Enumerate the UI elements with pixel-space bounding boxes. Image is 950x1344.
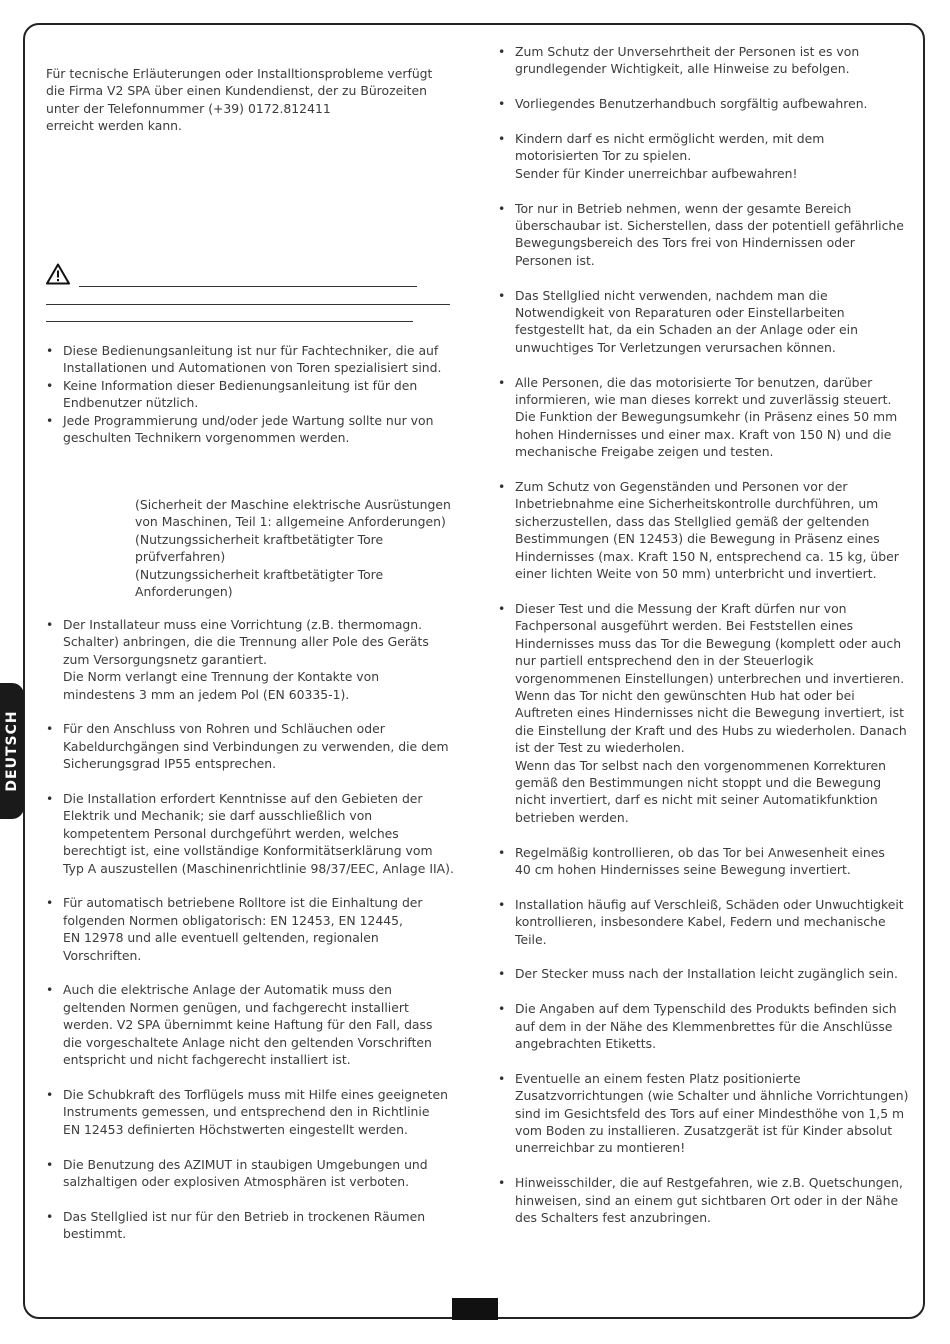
safety-notes-list <box>498 43 910 1226</box>
language-tab-label: DEUTSCH <box>4 710 20 792</box>
list-item: • Das Stellglied ist nur für den Betrieb in trockenen Räumen bestimmt. <box>46 1208 456 1243</box>
page-number-box <box>452 1298 498 1320</box>
list-item: • Die Installation erfordert Kenntnisse auf den Gebieten der Elektrik und Mechanik; sie darf ausschließlich von kompetentem Personal durchgeführt werden, welches berechtigt ist, eine vollständige Konformitätserklärung vom Typ A auszustellen (Maschinenrichtlinie 98/37/EEC, Anlage IIA). <box>46 790 456 877</box>
list-item: • Hinweisschilder, die auf Restgefahren, wie z.B. Quetschungen, hinweisen, sind an einem gut sichtbaren Ort oder in der Nähe des Schalters fest anzubringen. <box>498 1174 910 1226</box>
list-item: • Diese Bedienungsanleitung ist nur für Fachtechniker, die auf Installationen und Automationen von Toren spezialisiert sind. <box>46 342 456 377</box>
list-item: • Für den Anschluss von Rohren und Schläuchen oder Kabeldurchgängen sind Verbindungen zu verwenden, die dem Sicherungsgrad IP55 entsprechen. <box>46 720 456 772</box>
list-item: • Vorliegendes Benutzerhandbuch sorgfältig aufbewahren. <box>498 95 910 112</box>
list-item: • Eventuelle an einem festen Platz positionierte Zusatzvorrichtungen (wie Schalter und ähnliche Vorrichtungen) sind im Gesichtsfeld des Tors auf einer Mindesthöhe von 1,5 m vom Boden zu installieren. Zusatzgerät ist für Kinder absolut unerreichbar zu montieren! <box>498 1070 910 1157</box>
list-item: • Keine Information dieser Bedienungsanleitung ist für den Endbenutzer nützlich. <box>46 377 456 412</box>
list-item: • Die Angaben auf dem Typenschild des Produkts befinden sich auf dem in der Nähe des Klemmenbrettes für die Anschlüsse angebrachten Etiketts. <box>498 1000 910 1052</box>
list-item: • Das Stellglied nicht verwenden, nachdem man die Notwendigkeit von Reparaturen oder Einstellarbeiten festgestellt hat, da ein Schaden an der Anlage oder ein unwuchtiges Tor Verletzungen verursachen können. <box>498 287 910 357</box>
support-intro: Für tecnische Erläuterungen oder Installtionsprobleme verfügt die Firma V2 SPA über einen Kundendienst, der zu Bürozeiten unter der Telefonnummer (+39) 0172.812411 erreicht werden kann. <box>46 66 433 134</box>
list-item: • Der Stecker muss nach der Installation leicht zugänglich sein. <box>498 965 910 982</box>
list-item: • Die Benutzung des AZIMUT in staubigen Umgebungen und salzhaltigen oder explosiven Atmosphären ist verboten. <box>46 1156 456 1191</box>
list-item: • Installation häufig auf Verschleiß, Schäden oder Unwuchtigkeit kontrollieren, insbesondere Kabel, Federn und mechanische Teile. <box>498 896 910 948</box>
list-item: • Tor nur in Betrieb nehmen, wenn der gesamte Bereich überschaubar ist. Sicherstellen, dass der potentiell gefährliche Bewegungsbereich des Tors frei von Hindernissen oder Personen ist. <box>498 200 910 270</box>
heading-rule-2 <box>46 304 450 305</box>
technician-notes-list <box>46 342 456 446</box>
list-item: • Die Schubkraft des Torflügels muss mit Hilfe eines geeigneten Instruments gemessen, und entsprechend den in Richtlinie EN 12453 definierten Höchstwerten eingestellt werden. <box>46 1086 456 1138</box>
list-item: • Zum Schutz von Gegenständen und Personen vor der Inbetriebnahme eine Sicherheitskontrolle durchführen, um sicherzustellen, dass das Stellglied gemäß der geltenden Bestimmungen (EN 12453) die Bewegung in Präsenz eines Hindernisses (max. Kraft 150 N, entsprechend ca. 15 kg, über einer lichten Weite von 50 mm) unterbricht und invertiert. <box>498 478 910 582</box>
standards-descriptions: (Sicherheit der Maschine elektrische Ausrüstungen von Maschinen, Teil 1: allgemeine Anforderungen) (Nutzungssicherheit kraftbetätigter Tore prüfverfahren) (Nutzungssicherheit kraftbetätigter Tore Anforderungen) <box>135 497 451 600</box>
list-item: • Alle Personen, die das motorisierte Tor benutzen, darüber informieren, wie man dieses korrekt und zuverlässig steuert. Die Funktion der Bewegungsumkehr (in Präsenz eines 50 mm hohen Hindernisses und einer max. Kraft von 150 N) und die mechanische Freigabe zeigen und testen. <box>498 374 910 461</box>
list-item: • Dieser Test und die Messung der Kraft dürfen nur von Fachpersonal ausgeführt werden. Bei Feststellen eines Hindernisses muss das Tor die Bewegung (komplett oder auch nur partiell entsprechend den in der Steuerlogik vorgenommenen Einstellungen) unterbrechen und invertieren. Wenn das Tor nicht den gewünschten Hub hat oder bei Auftreten eines Hindernisses nicht die Bewegung invertiert, ist die Einstellung der Kraft und des Hubs zu wiederholen. Danach ist der Test zu wiederholen. Wenn das Tor selbst nach den vorgenommenen Korrekturen gemäß den Bestimmungen nicht stoppt und die Bewegung nicht invertiert, darf es nicht mit seiner Automatikfunktion betrieben werden. <box>498 600 910 826</box>
list-item: • Zum Schutz der Unversehrtheit der Personen ist es von grundlegender Wichtigkeit, alle Hinweise zu befolgen. <box>498 43 910 78</box>
heading-rule-3 <box>46 321 413 322</box>
right-column <box>498 43 910 1244</box>
list-item: • Der Installateur muss eine Vorrichtung (z.B. thermomagn. Schalter) anbringen, die die Trennung aller Pole des Geräts zum Versorgungsnetz garantiert. Die Norm verlangt eine Trennung der Kontakte von mindestens 3 mm an jedem Pol (EN 60335-1). <box>46 616 456 703</box>
left-column <box>46 65 456 1242</box>
list-item: • Regelmäßig kontrollieren, ob das Tor bei Anwesenheit eines 40 cm hohen Hindernisses seine Bewegung invertiert. <box>498 844 910 879</box>
list-item: • Kindern darf es nicht ermöglicht werden, mit dem motorisierten Tor zu spielen. Sender für Kinder unerreichbar aufbewahren! <box>498 130 910 182</box>
warning-triangle-icon <box>46 263 70 285</box>
list-item: • Auch die elektrische Anlage der Automatik muss den geltenden Normen genügen, und fachgerecht installiert werden. V2 SPA übernimmt keine Haftung für den Fall, dass die vorgeschaltete Anlage nicht den geltenden Vorschriften entspricht und nicht fachgerecht installiert ist. <box>46 981 456 1068</box>
heading-rule-1 <box>79 286 417 287</box>
installation-notes-list <box>46 616 456 1260</box>
list-item: • Für automatisch betriebene Rolltore ist die Einhaltung der folgenden Normen obligatorisch: EN 12453, EN 12445, EN 12978 und alle eventuell geltenden, regionalen Vorschriften. <box>46 894 456 964</box>
list-item: • Jede Programmierung und/oder jede Wartung sollte nur von geschulten Technikern vorgenommen werden. <box>46 412 456 447</box>
